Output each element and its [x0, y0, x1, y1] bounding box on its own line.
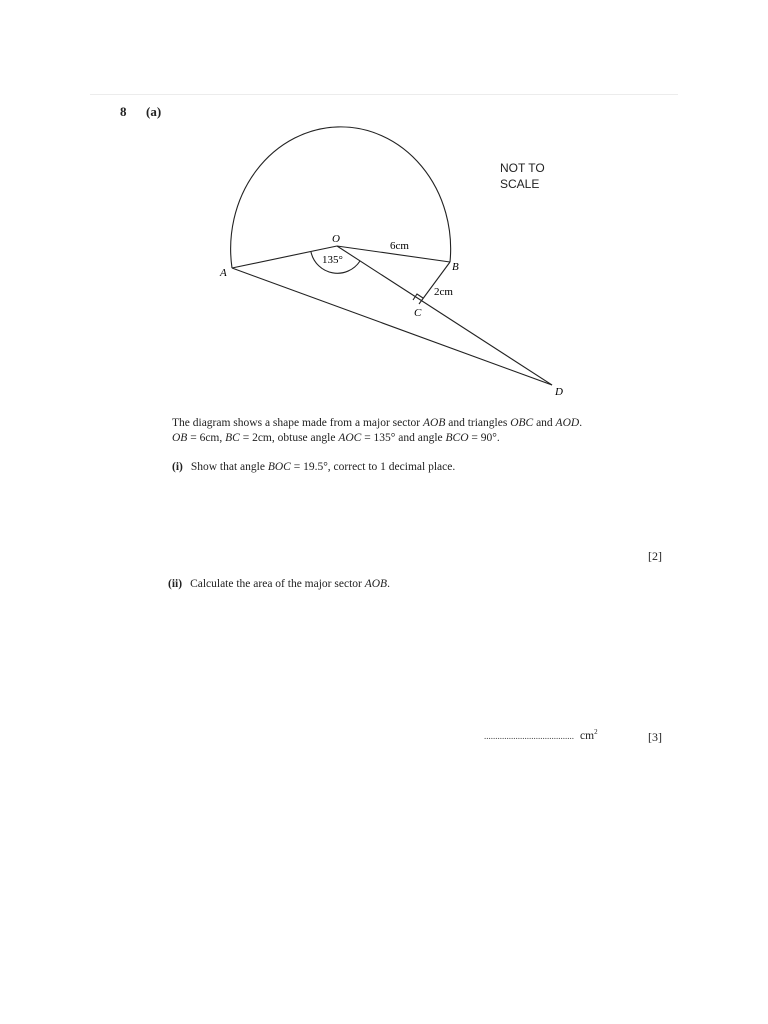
- intro-line-2: OB = 6cm, BC = 2cm, obtuse angle AOC = 135° and angle BCO = 90°.: [172, 432, 500, 444]
- note-line-1: NOT TO: [500, 161, 545, 175]
- subquestion-i-label: (i): [172, 461, 183, 473]
- label-a: A: [220, 267, 227, 279]
- answer-line-ii[interactable]: [484, 728, 598, 742]
- label-b: B: [452, 261, 459, 273]
- question-part: (a): [146, 104, 162, 119]
- subquestion-ii: (ii) Calculate the area of the major sector AOB.: [168, 578, 390, 590]
- intro-line-1: The diagram shows a shape made from a major sector AOB and triangles OBC and AOD.: [172, 417, 583, 429]
- question-intro: [172, 416, 582, 446]
- subquestion-i: (i) Show that angle BOC = 19.5°, correct to 1 decimal place.: [172, 461, 456, 473]
- right-angle-marker: [413, 294, 423, 300]
- answer-unit: $cm^2$: [580, 728, 598, 742]
- label-angle: 135°: [322, 254, 343, 266]
- marks-ii: [3]: [648, 730, 662, 744]
- answer-dots[interactable]: ........................................: [484, 730, 574, 741]
- geometry-diagram: [0, 0, 768, 420]
- label-o: O: [332, 233, 340, 245]
- question-number: 8: [120, 104, 127, 119]
- label-d: D: [555, 386, 563, 398]
- label-bc-length: 2cm: [434, 286, 453, 298]
- label-c: C: [414, 307, 422, 319]
- subquestion-ii-label: (ii): [168, 578, 183, 590]
- marks-i: [2]: [648, 549, 662, 563]
- line-od: [337, 246, 552, 385]
- label-ob-length: 6cm: [390, 240, 409, 252]
- line-ad: [232, 268, 552, 385]
- note-line-2: SCALE: [500, 177, 540, 191]
